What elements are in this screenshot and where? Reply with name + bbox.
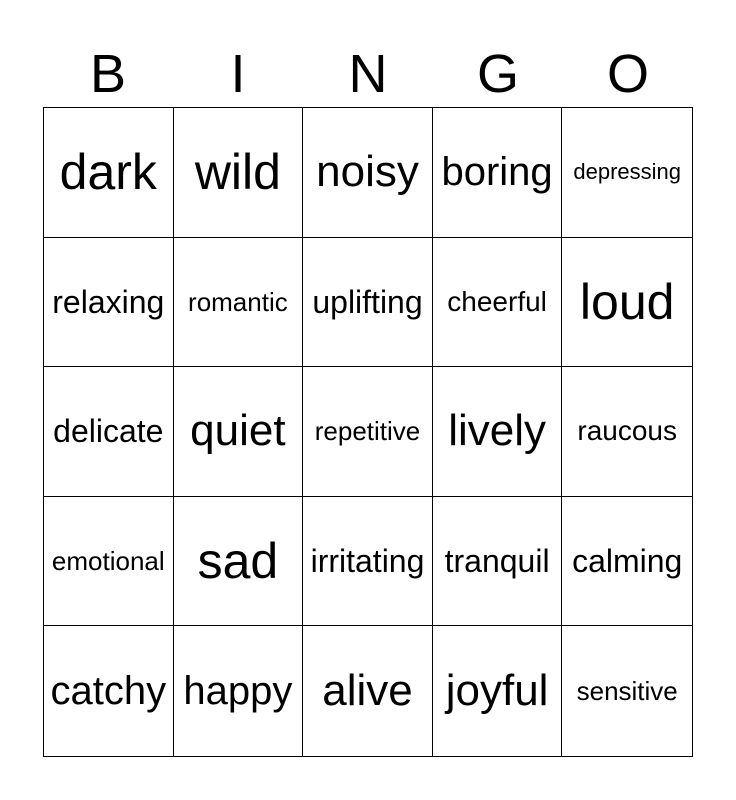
bingo-cell: noisy (303, 108, 433, 238)
header-letter-n: N (348, 44, 388, 104)
bingo-cell: tranquil (433, 497, 563, 627)
bingo-cell: catchy (44, 626, 174, 756)
bingo-cell: repetitive (303, 367, 433, 497)
header-letter-b: B (89, 44, 127, 104)
bingo-cell: happy (174, 626, 304, 756)
bingo-grid (43, 107, 693, 757)
bingo-cell: quiet (174, 367, 304, 497)
bingo-cell: joyful (433, 626, 563, 756)
bingo-cell: raucous (562, 367, 692, 497)
bingo-cell: uplifting (303, 238, 433, 368)
header-letter-i: I (230, 44, 246, 104)
header-letter-g: G (476, 44, 519, 104)
bingo-cell: cheerful (433, 238, 563, 368)
bingo-cell: boring (433, 108, 563, 238)
bingo-cell: dark (44, 108, 174, 238)
header-letter-o: O (606, 44, 649, 104)
bingo-header (43, 44, 693, 104)
bingo-cell: loud (562, 238, 692, 368)
bingo-cell: lively (433, 367, 563, 497)
bingo-cell: emotional (44, 497, 174, 627)
bingo-cell: delicate (44, 367, 174, 497)
bingo-cell: wild (174, 108, 304, 238)
bingo-cell: sad (174, 497, 304, 627)
bingo-cell: depressing (562, 108, 692, 238)
bingo-cell: romantic (174, 238, 304, 368)
bingo-cell: irritating (303, 497, 433, 627)
bingo-cell: sensitive (576, 676, 678, 707)
bingo-cell: calming (562, 497, 692, 627)
bingo-cell: relaxing (44, 238, 174, 368)
bingo-cell: alive (303, 626, 433, 756)
